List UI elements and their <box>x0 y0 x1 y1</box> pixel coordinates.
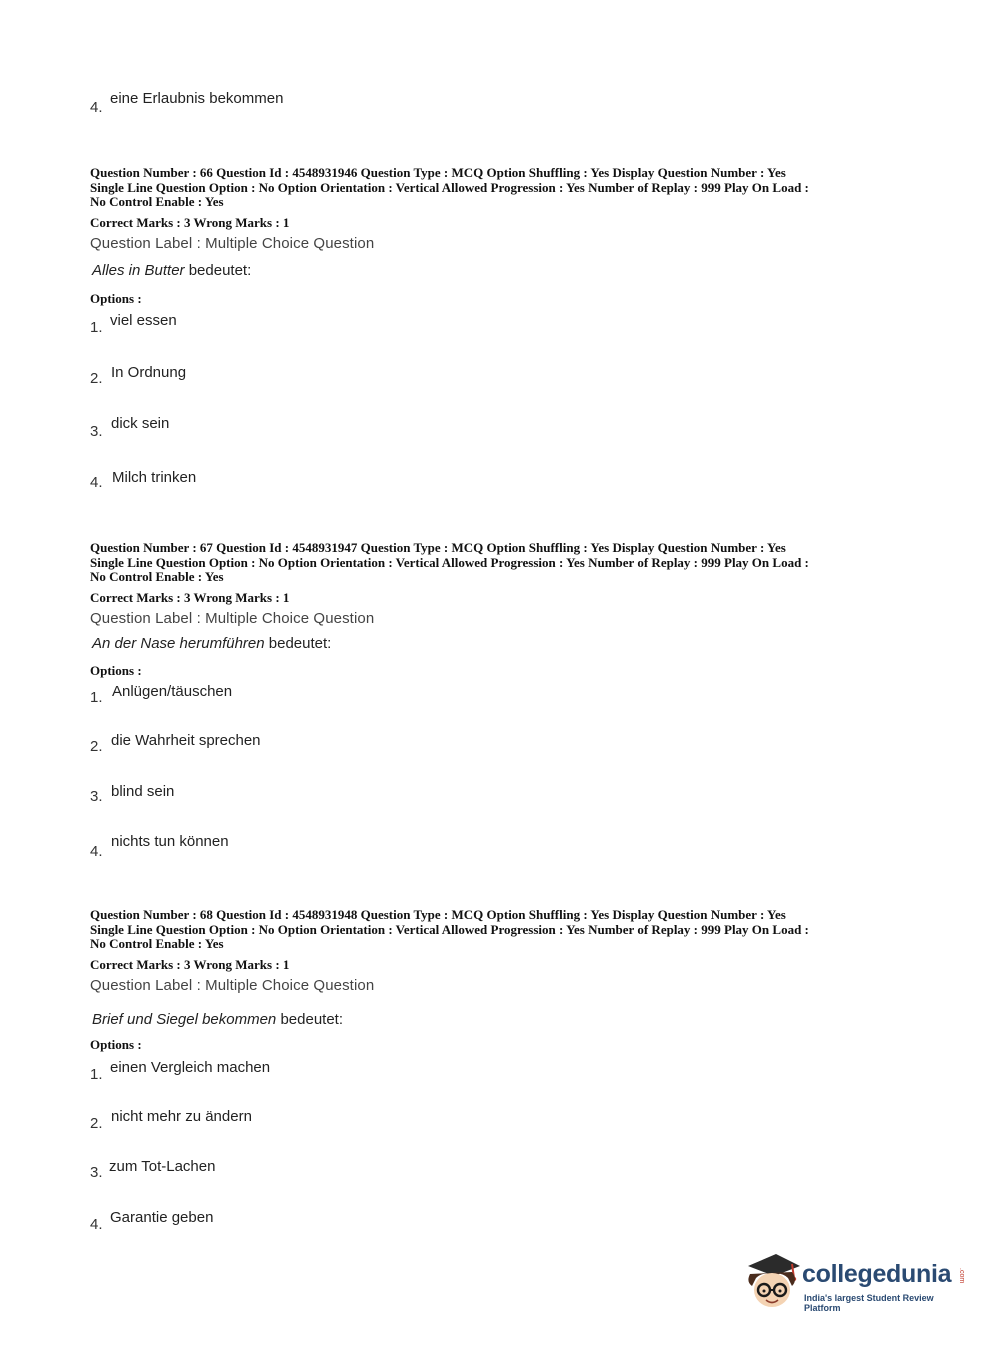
option-text: Milch trinken <box>112 469 197 486</box>
idiom: An der Nase herumführen <box>92 635 265 652</box>
option-number: 3. <box>90 1164 103 1181</box>
option-text: zum Tot-Lachen <box>109 1158 216 1175</box>
meta-line: Single Line Question Option : No Option Orientation : Vertical Allowed Progression : Yes Number of Replay : 999 Play On Load : <box>90 179 809 195</box>
option-number: 1. <box>90 689 103 706</box>
meta-line: No Control Enable : Yes <box>90 936 224 951</box>
option-text: In Ordnung <box>111 364 187 381</box>
option-text: einen Vergleich machen <box>110 1059 271 1076</box>
options-label: Options : <box>90 663 142 678</box>
option-text: Garantie geben <box>110 1209 214 1226</box>
meta-line: Single Line Question Option : No Option Orientation : Vertical Allowed Progression : Yes Number of Replay : 999 Play On Load : <box>90 554 809 570</box>
option-text: die Wahrheit sprechen <box>111 732 261 749</box>
option-number: 3. <box>90 788 103 805</box>
option-text: viel essen <box>110 312 177 329</box>
question-suffix: bedeutet: <box>184 262 252 279</box>
meta-line: Question Number : 66 Question Id : 4548931946 Question Type : MCQ Option Shuffling : Yes Display Question Number : Yes <box>90 165 786 180</box>
collegedunia-logo <box>742 1252 972 1314</box>
options-label: Options : <box>90 1037 142 1052</box>
option-number: 4. <box>90 843 103 860</box>
idiom: Alles in Butter <box>92 262 185 279</box>
question-suffix: bedeutet: <box>264 635 332 652</box>
meta-line: Question Number : 67 Question Id : 4548931947 Question Type : MCQ Option Shuffling : Yes Display Question Number : Yes <box>90 540 786 555</box>
option-number: 4. <box>90 474 103 491</box>
option-number: 3. <box>90 423 103 440</box>
option-number: 2. <box>90 1115 103 1132</box>
option-number: 4. <box>90 99 103 116</box>
brand-name: collegedunia <box>802 1260 952 1288</box>
option-text: eine Erlaubnis bekommen <box>110 90 284 107</box>
question-text <box>92 635 331 652</box>
option-number: 1. <box>90 1066 103 1083</box>
option-text: blind sein <box>111 783 175 800</box>
idiom: Brief und Siegel bekommen <box>92 1011 277 1028</box>
brand-tagline: India's largest Student Review Platform <box>804 1293 934 1313</box>
marks-line: Correct Marks : 3 Wrong Marks : 1 <box>90 590 290 605</box>
question-meta <box>90 908 920 952</box>
question-meta <box>90 541 920 585</box>
option-text: dick sein <box>111 415 170 432</box>
option-text: nicht mehr zu ändern <box>111 1108 252 1125</box>
meta-line: No Control Enable : Yes <box>90 194 224 209</box>
option-text: Anlügen/täuschen <box>112 683 233 700</box>
option-number: 2. <box>90 370 103 387</box>
marks-line: Correct Marks : 3 Wrong Marks : 1 <box>90 957 290 972</box>
question-label: Question Label : Multiple Choice Question <box>90 235 375 252</box>
brand-com: .com <box>958 1268 965 1284</box>
meta-line: No Control Enable : Yes <box>90 569 224 584</box>
meta-line: Question Number : 68 Question Id : 4548931948 Question Type : MCQ Option Shuffling : Yes Display Question Number : Yes <box>90 907 786 922</box>
question-suffix: bedeutet: <box>276 1011 344 1028</box>
question-meta <box>90 166 920 210</box>
question-label: Question Label : Multiple Choice Question <box>90 610 375 627</box>
marks-line: Correct Marks : 3 Wrong Marks : 1 <box>90 215 290 230</box>
option-number: 1. <box>90 319 103 336</box>
question-text <box>92 262 251 279</box>
option-number: 4. <box>90 1216 103 1233</box>
option-text: nichts tun können <box>111 833 229 850</box>
options-label: Options : <box>90 291 142 306</box>
question-label: Question Label : Multiple Choice Question <box>90 977 375 994</box>
option-number: 2. <box>90 738 103 755</box>
graduate-mascot-icon <box>742 1252 802 1314</box>
question-text <box>92 1011 343 1028</box>
meta-line: Single Line Question Option : No Option Orientation : Vertical Allowed Progression : Yes Number of Replay : 999 Play On Load : <box>90 921 809 937</box>
